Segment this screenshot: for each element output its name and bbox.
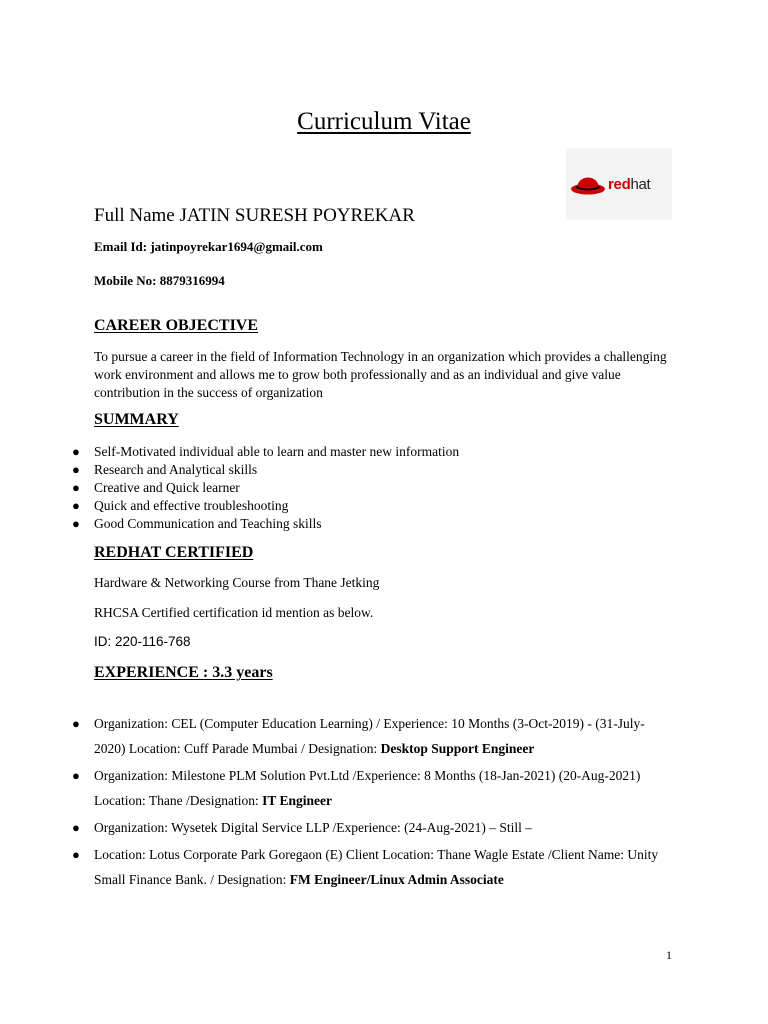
document-title: Curriculum Vitae — [297, 108, 471, 135]
list-item: ● Self-Motivated individual able to learn and master new information — [72, 444, 460, 459]
redhat-wordmark: redhat — [608, 176, 651, 193]
redhat-hat-icon — [570, 174, 606, 196]
course-line: Hardware & Networking Course from Thane Jetking — [94, 575, 380, 590]
list-item: ● Organization: Milestone PLM Solution Pvt.Ltd /Experience: 8 Months (18-Jan-2021) (20-Aug-2021) Location: Thane /Designation: IT Engineer — [70, 763, 670, 813]
redhat-certified-heading: REDHAT CERTIFIED — [94, 544, 254, 561]
experience-heading: EXPERIENCE : 3.3 years — [94, 664, 273, 681]
bullet-icon: ● — [72, 716, 80, 731]
full-name: Full Name JATIN SURESH POYREKAR — [94, 205, 415, 226]
bullet-icon: ● — [72, 498, 80, 513]
list-item: ● Good Communication and Teaching skills — [72, 516, 322, 531]
experience-list — [70, 711, 670, 894]
certification-id: ID: 220-116-768 — [94, 634, 191, 649]
list-item: ● Organization: CEL (Computer Education Learning) / Experience: 10 Months (3-Oct-2019) - (31-July-2020) Location: Cuff Parade Mumbai / Designation: Desktop Support Engineer — [70, 711, 670, 761]
bullet-icon: ● — [72, 444, 80, 459]
mobile-line: Mobile No: 8879316994 — [94, 273, 225, 288]
redhat-logo — [566, 148, 672, 220]
page-number: 1 — [666, 948, 672, 962]
bullet-icon: ● — [72, 768, 80, 783]
summary-heading: SUMMARY — [94, 411, 179, 428]
list-item: ● Research and Analytical skills — [72, 462, 258, 477]
career-objective-text: To pursue a career in the field of Information Technology in an organization which provides a challenging work environment and allows me to grow both professionally and as an individual and give value contribution in the success of organization — [94, 349, 667, 400]
bullet-icon: ● — [72, 847, 80, 862]
career-objective-heading: CAREER OBJECTIVE — [94, 317, 259, 334]
list-item: ● Quick and effective troubleshooting — [72, 498, 289, 513]
bullet-icon: ● — [72, 480, 80, 495]
bullet-icon: ● — [72, 516, 80, 531]
summary-list — [70, 443, 690, 533]
bullet-icon: ● — [72, 820, 80, 835]
list-item: ● Location: Lotus Corporate Park Goregaon (E) Client Location: Thane Wagle Estate /Client Name: Unity Small Finance Bank. / Designation: FM Engineer/Linux Admin Associate — [70, 842, 670, 892]
bullet-icon: ● — [72, 462, 80, 477]
list-item: ● Creative and Quick learner — [72, 480, 240, 495]
email-line: Email Id: jatinpoyrekar1694@gmail.com — [94, 239, 323, 254]
certification-line: RHCSA Certified certification id mention as below. — [94, 605, 374, 620]
list-item: ● Organization: Wysetek Digital Service LLP /Experience: (24-Aug-2021) – Still – — [70, 815, 670, 840]
